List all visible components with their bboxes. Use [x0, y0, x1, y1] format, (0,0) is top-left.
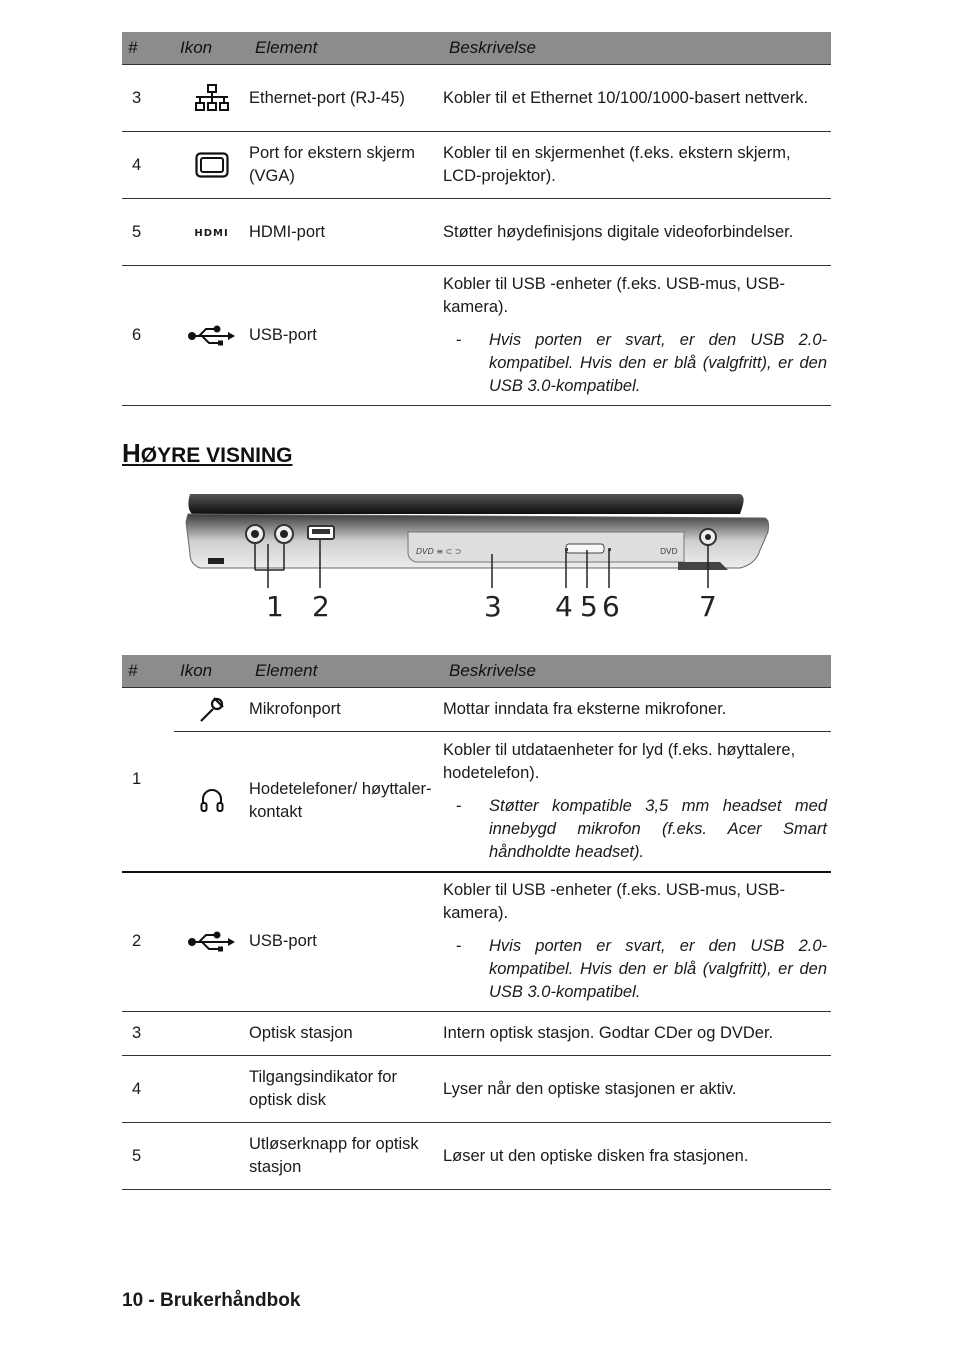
hdmi-icon: [174, 199, 249, 266]
svg-text:DVD: DVD: [660, 547, 678, 556]
row-note: [443, 329, 827, 398]
row-element: Optisk stasjon: [249, 1012, 443, 1056]
row-desc: Kobler til utdataenheter for lyd (f.eks. høyttalere, hodetelefon).: [443, 740, 796, 782]
row-element: Hodetelefoner/ høyttaler-kontakt: [249, 732, 443, 872]
table-row: [122, 872, 831, 1012]
row-desc: Kobler til et Ethernet 10/100/1000-basert nettverk.: [443, 65, 831, 132]
usb-icon: [174, 872, 249, 1012]
row-note: [443, 795, 827, 864]
row-num: 1: [132, 769, 142, 788]
table-row: [122, 732, 831, 872]
row-num: 3: [122, 65, 174, 132]
table-row: [122, 1123, 831, 1190]
callout-4: 4: [555, 590, 573, 623]
row-desc: Støtter høydefinisjons digitale videoforbindelser.: [443, 199, 831, 266]
row-element: Port for ekstern skjerm (VGA): [249, 132, 443, 199]
row-element: Tilgangsindikator for optisk disk: [249, 1056, 443, 1123]
note-text: Hvis porten er svart, er den USB 2.0-kompatibel. Hvis den er blå (valgfritt), er den USB 3.0-kompatibel.: [489, 937, 827, 1002]
note-text: Støtter kompatible 3,5 mm headset med innebygd mikrofon (f.eks. Acer Smart håndholdte headset).: [489, 796, 827, 861]
header-desc: Beskrivelse: [443, 655, 831, 688]
table-row: [122, 1056, 831, 1123]
table-row: [122, 199, 831, 266]
row-desc: Mottar inndata fra eksterne mikrofoner.: [443, 688, 831, 732]
header-num: #: [122, 655, 174, 688]
row-element: Utløserknapp for optisk stasjon: [249, 1123, 443, 1190]
row-num: 5: [122, 1123, 174, 1190]
row-num: 4: [122, 1056, 174, 1123]
table-header-row: [122, 32, 831, 65]
callout-1: 1: [266, 590, 284, 623]
note-text: Hvis porten er svart, er den USB 2.0-kompatibel. Hvis den er blå (valgfritt), er den USB 3.0-kompatibel.: [489, 331, 827, 395]
row-element: USB-port: [249, 872, 443, 1012]
row-num: 5: [122, 199, 174, 266]
row-element: Mikrofonport: [249, 688, 443, 732]
ethernet-icon: [174, 65, 249, 132]
callout-3: 3: [484, 590, 502, 623]
row-num: 3: [122, 1012, 174, 1056]
table-row: [122, 688, 831, 732]
row-icon-empty: [174, 1012, 249, 1056]
heading-first-letter: H: [122, 438, 141, 468]
callout-5: 5: [580, 590, 598, 623]
headphones-icon: [174, 732, 249, 872]
row-desc: Kobler til USB -enheter (f.eks. USB-mus, USB-kamera).: [443, 275, 786, 316]
vga-icon: [174, 132, 249, 199]
row-desc: Lyser når den optiske stasjonen er aktiv.: [443, 1056, 831, 1123]
row-element: Ethernet-port (RJ-45): [249, 65, 443, 132]
note-dash: -: [456, 937, 462, 956]
microphone-icon: [174, 688, 249, 732]
row-desc: Kobler til en skjermenhet (f.eks. ekstern skjerm, LCD-projektor).: [443, 132, 831, 199]
row-num: 4: [122, 132, 174, 199]
table-row: [122, 65, 831, 132]
table-row: [122, 266, 831, 406]
row-num: 6: [122, 266, 174, 406]
table-row: [122, 132, 831, 199]
page-footer: 10 - Brukerhåndbok: [122, 1290, 301, 1311]
row-desc: Intern optisk stasjon. Godtar CDer og DVDer.: [443, 1012, 831, 1056]
header-element: Element: [249, 655, 443, 688]
header-element: Element: [249, 32, 443, 65]
ports-table-left: [122, 32, 831, 406]
ports-table-right: [122, 655, 831, 1190]
header-icon: Ikon: [174, 32, 249, 65]
header-num: #: [122, 32, 174, 65]
table-row: [122, 1012, 831, 1056]
usb-icon: [174, 266, 249, 406]
note-dash: -: [456, 796, 462, 815]
callout-6: 6: [602, 590, 620, 623]
row-note: [443, 935, 827, 1004]
row-desc-cell: [443, 266, 831, 406]
row-icon-empty: [174, 1123, 249, 1190]
row-desc-cell: [443, 872, 831, 1012]
row-desc: Kobler til USB -enheter (f.eks. USB-mus, USB-kamera).: [443, 881, 786, 923]
row-icon-empty: [174, 1056, 249, 1123]
header-desc: Beskrivelse: [443, 32, 831, 65]
row-element: USB-port: [249, 266, 443, 406]
heading-rest: ØYRE VISNING: [140, 444, 293, 467]
row-desc-cell: [443, 732, 831, 872]
table-header-row: [122, 655, 831, 688]
callout-7: 7: [699, 590, 717, 623]
callout-2: 2: [312, 590, 330, 623]
row-element: HDMI-port: [249, 199, 443, 266]
hdmi-logo-text: HDMI: [194, 227, 229, 239]
row-num: 2: [122, 872, 174, 1012]
section-heading: [122, 438, 292, 469]
row-desc: Løser ut den optiske disken fra stasjonen.: [443, 1123, 831, 1190]
header-icon: Ikon: [174, 655, 249, 688]
svg-text:DVD ≡ ⊂ ⊃: DVD ≡ ⊂ ⊃: [416, 547, 462, 556]
note-dash: -: [456, 331, 462, 349]
